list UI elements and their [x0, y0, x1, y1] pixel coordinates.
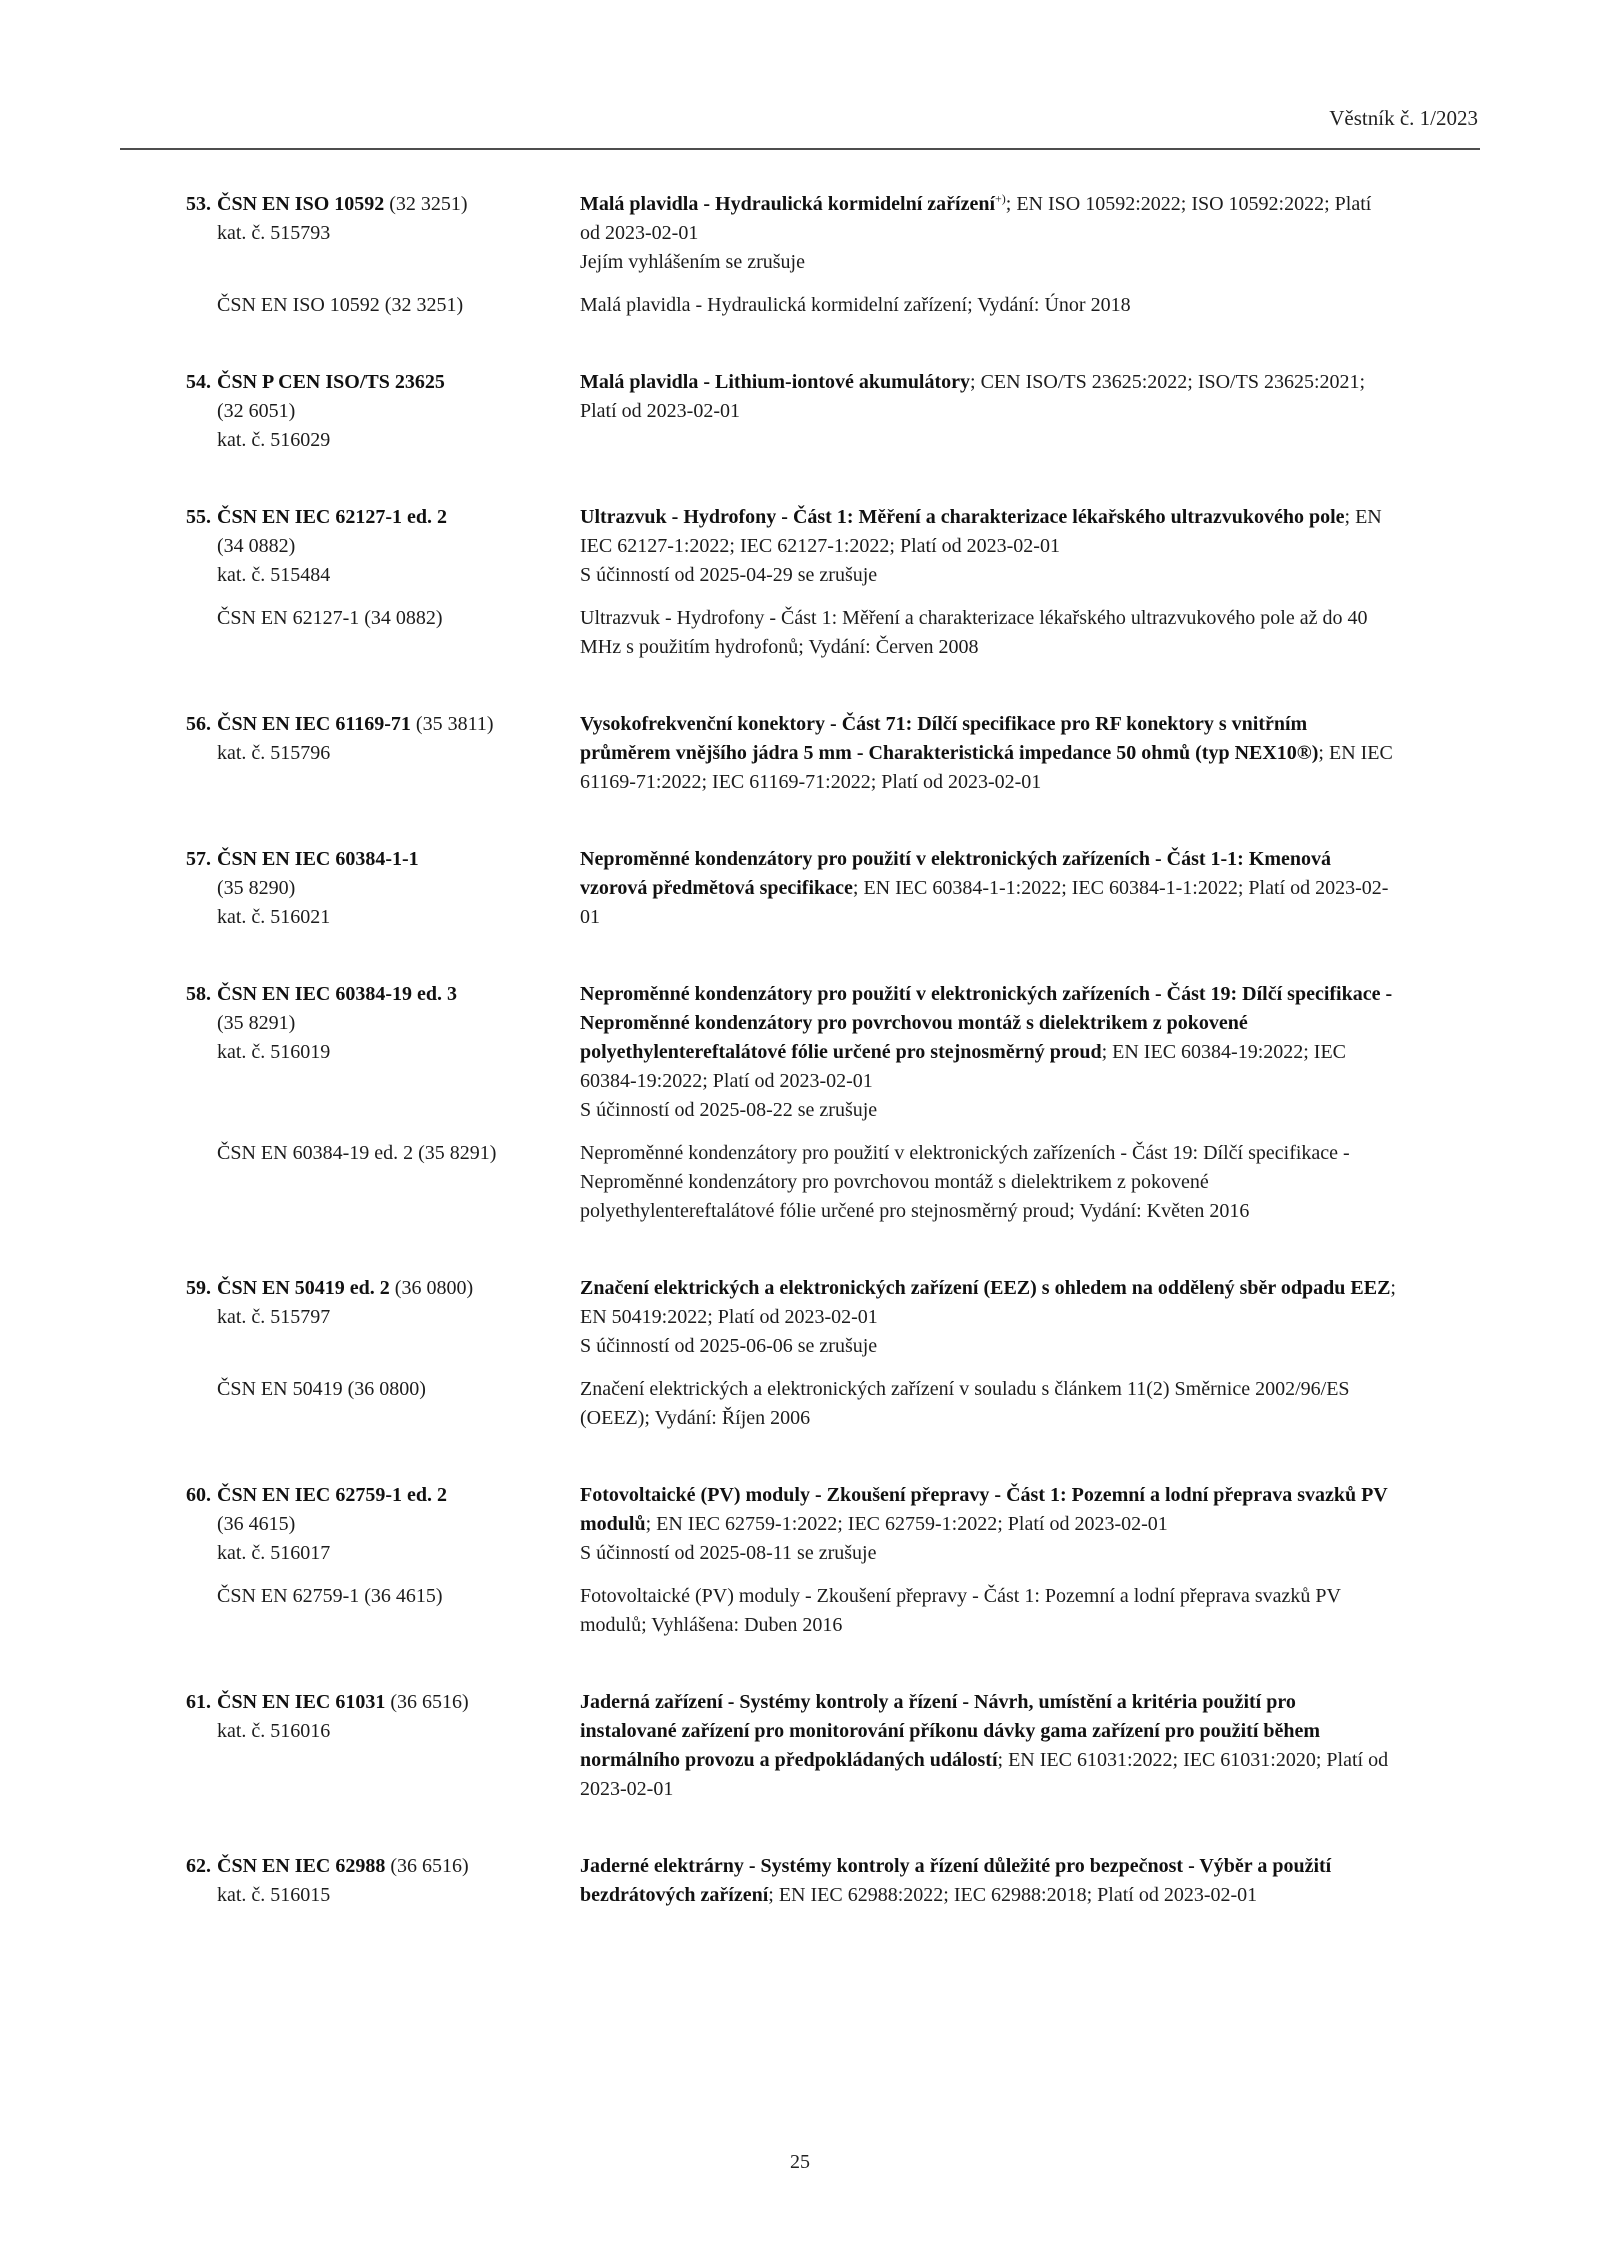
entry-designation-block — [186, 980, 580, 1067]
entry-description — [580, 1852, 1396, 1910]
entry-main-row — [186, 190, 1486, 277]
entry-title: Ultrazvuk - Hydrofony - Část 1: Měření a charakterizace lékařského ultrazvukového pole — [580, 506, 1345, 528]
replaced-description: Fotovoltaické (PV) moduly - Zkoušení přepravy - Část 1: Pozemní a lodní přeprava svazků PV modulů; Vyhlášena: Duben 2016 — [580, 1585, 1341, 1636]
entry-description-block — [580, 845, 1396, 932]
entry-designation-line — [186, 980, 564, 1009]
bulletin-title: Věstník č. 1/2023 — [1329, 106, 1478, 130]
entry-references: ; EN IEC 62988:2022; IEC 62988:2018; Platí od 2023-02-01 — [768, 1884, 1258, 1906]
entry-title: Neproměnné kondenzátory pro použití v elektronických zařízeních - Část 19: Dílčí specifikace - Neproměnné kondenzátory pro povrchovou montáž s dielektrikem z pokovené polyethylentereftalátové fólie určené pro stejnosměrný proud — [580, 983, 1393, 1063]
entry-references: ; EN ISO 10592:2022; ISO 10592:2022; Platí od 2023-02-01 — [580, 193, 1372, 244]
replaced-description-block — [580, 604, 1396, 662]
entry-class-code: (36 4615) — [217, 1513, 296, 1535]
entry-references: ; EN IEC 61031:2022; IEC 61031:2020; Platí od 2023-02-01 — [580, 1749, 1389, 1800]
entry-description-block — [580, 368, 1396, 426]
replaced-description-block — [580, 291, 1396, 320]
replaced-description: Malá plavidla - Hydraulická kormidelní zařízení; Vydání: Únor 2018 — [580, 294, 1131, 316]
replaced-designation: ČSN EN 62759-1 (36 4615) — [217, 1585, 443, 1607]
entry-title: Malá plavidla - Lithium-iontové akumulátory — [580, 371, 971, 393]
entry-designation: ČSN EN IEC 61031 — [217, 1691, 386, 1713]
entry-catalog-number: kat. č. 516017 — [217, 1542, 331, 1564]
entry-designation-line — [186, 1481, 564, 1510]
entry-description — [580, 710, 1396, 797]
entry-designation-line — [186, 710, 564, 739]
replaced-designation: ČSN EN 60384-19 ed. 2 (35 8291) — [217, 1142, 497, 1164]
entry-designation-block — [186, 1481, 580, 1568]
replaced-standard-row — [186, 291, 1486, 320]
entry-designation-block — [186, 1852, 580, 1910]
entry-catalog-number: kat. č. 516021 — [217, 906, 331, 928]
entry-designation-line — [186, 503, 564, 532]
entry-designation-block — [186, 503, 580, 590]
footnote-marker: +) — [995, 191, 1006, 206]
entry-designation-line — [186, 845, 564, 874]
entry-description — [580, 190, 1396, 248]
header-rule — [120, 148, 1480, 150]
entry-catalog-number: kat. č. 516019 — [217, 1041, 331, 1063]
entry-main-row — [186, 1852, 1486, 1910]
entry-class-code: (35 8290) — [217, 877, 296, 899]
entry-designation-line — [186, 368, 564, 397]
entry-description-block — [580, 980, 1396, 1125]
entry-main-row — [186, 710, 1486, 797]
entry-designation-line — [186, 1688, 564, 1717]
entry-number: 56. — [186, 713, 211, 735]
entry-title: Fotovoltaické (PV) moduly - Zkoušení přepravy - Část 1: Pozemní a lodní přeprava svazků PV modulů — [580, 1484, 1388, 1535]
replaced-description-block — [580, 1375, 1396, 1433]
replaced-designation-block — [186, 1375, 580, 1404]
page-header — [1329, 104, 1478, 133]
entry-catalog-number: kat. č. 515484 — [217, 564, 331, 586]
entry-references: ; EN IEC 62759-1:2022; IEC 62759-1:2022; Platí od 2023-02-01 — [645, 1513, 1168, 1535]
entry-title: Malá plavidla - Hydraulická kormidelní zařízení — [580, 193, 995, 215]
entry-references: ; EN 50419:2022; Platí od 2023-02-01 — [580, 1277, 1396, 1328]
entry-main-row — [186, 845, 1486, 932]
standard-entry — [186, 710, 1486, 797]
entry-class-code: (36 6516) — [385, 1691, 469, 1713]
entry-description-block — [580, 503, 1396, 590]
standard-entry — [186, 368, 1486, 455]
entry-description — [580, 845, 1396, 932]
replaced-designation-block — [186, 1582, 580, 1611]
replaced-designation-block — [186, 291, 580, 320]
replaced-description-block — [580, 1582, 1396, 1640]
entry-designation: ČSN EN IEC 62759-1 ed. 2 — [217, 1484, 448, 1506]
entry-number: 57. — [186, 848, 211, 870]
entry-main-row — [186, 1274, 1486, 1361]
entry-description — [580, 503, 1396, 561]
entry-class-code: (35 8291) — [217, 1012, 296, 1034]
entry-title: Jaderné elektrárny - Systémy kontroly a řízení důležité pro bezpečnost - Výběr a použití bezdrátových zařízení — [580, 1855, 1332, 1906]
replaced-standard-row — [186, 604, 1486, 662]
entry-description-block — [580, 190, 1396, 277]
entry-references: ; EN IEC 61169-71:2022; IEC 61169-71:2022; Platí od 2023-02-01 — [580, 742, 1393, 793]
entry-designation: ČSN EN IEC 60384-1-1 — [217, 848, 419, 870]
entry-references: ; EN IEC 62127-1:2022; IEC 62127-1:2022; Platí od 2023-02-01 — [580, 506, 1382, 557]
standard-entry — [186, 1688, 1486, 1804]
entry-designation: ČSN EN IEC 61169-71 — [217, 713, 411, 735]
entry-description-block — [580, 1274, 1396, 1361]
entry-class-code: (32 6051) — [217, 400, 296, 422]
entry-designation: ČSN EN 50419 ed. 2 — [217, 1277, 390, 1299]
replaced-standard-row — [186, 1139, 1486, 1226]
entry-number: 54. — [186, 371, 211, 393]
page-number: 25 — [790, 2151, 810, 2173]
replaced-designation: ČSN EN ISO 10592 (32 3251) — [217, 294, 464, 316]
entry-designation-block — [186, 845, 580, 932]
entry-main-row — [186, 368, 1486, 455]
entry-number: 55. — [186, 506, 211, 528]
entry-number: 61. — [186, 1691, 211, 1713]
page-footer — [0, 2148, 1600, 2177]
entry-main-row — [186, 980, 1486, 1125]
entry-catalog-number: kat. č. 516016 — [217, 1720, 331, 1742]
entry-main-row — [186, 1481, 1486, 1568]
entry-catalog-number: kat. č. 515796 — [217, 742, 331, 764]
entry-references: ; EN IEC 60384-19:2022; IEC 60384-19:2022; Platí od 2023-02-01 — [580, 1041, 1347, 1092]
entry-description — [580, 368, 1396, 426]
entry-number: 58. — [186, 983, 211, 1005]
entry-designation-line — [186, 1274, 564, 1303]
entry-class-code: (36 6516) — [385, 1855, 469, 1877]
entry-catalog-number: kat. č. 516015 — [217, 1884, 331, 1906]
replaced-standard-row — [186, 1582, 1486, 1640]
entry-references: ; EN IEC 60384-1-1:2022; IEC 60384-1-1:2022; Platí od 2023-02-01 — [580, 877, 1389, 928]
entry-description — [580, 1688, 1396, 1804]
entry-designation-block — [186, 368, 580, 455]
entry-designation: ČSN EN ISO 10592 — [217, 193, 385, 215]
standard-entry — [186, 1852, 1486, 1910]
entry-catalog-number: kat. č. 516029 — [217, 429, 331, 451]
entry-description — [580, 980, 1396, 1096]
standard-entry — [186, 1481, 1486, 1640]
entry-designation-block — [186, 1688, 580, 1746]
standard-entry — [186, 980, 1486, 1226]
entry-title: Značení elektrických a elektronických zařízení (EEZ) s ohledem na oddělený sběr odpadu EEZ — [580, 1277, 1391, 1299]
standard-entry — [186, 845, 1486, 932]
replaced-designation: ČSN EN 62127-1 (34 0882) — [217, 607, 443, 629]
entry-number: 53. — [186, 193, 211, 215]
replaced-description: Neproměnné kondenzátory pro použití v elektronických zařízeních - Část 19: Dílčí specifikace - Neproměnné kondenzátory pro povrchovou montáž s dielektrikem z pokovené polyethylentereftalátové fólie určené pro stejnosměrný proud; Vydání: Květen 2016 — [580, 1142, 1350, 1222]
replaced-description: Značení elektrických a elektronických zařízení v souladu s článkem 11(2) Směrnice 2002/96/ES (OEEZ); Vydání: Říjen 2006 — [580, 1378, 1350, 1429]
entry-designation-line — [186, 1852, 564, 1881]
replaced-designation: ČSN EN 50419 (36 0800) — [217, 1378, 426, 1400]
standards-list — [186, 190, 1486, 1958]
entry-designation-block — [186, 710, 580, 768]
entry-title: Neproměnné kondenzátory pro použití v elektronických zařízeních - Část 1-1: Kmenová vzorová předmětová specifikace — [580, 848, 1332, 899]
entry-class-code: (32 3251) — [384, 193, 468, 215]
entry-note: S účinností od 2025-08-11 se zrušuje — [580, 1542, 877, 1564]
replaced-description: Ultrazvuk - Hydrofony - Část 1: Měření a charakterizace lékařského ultrazvukového pole až do 40 MHz s použitím hydrofonů; Vydání: Červen 2008 — [580, 607, 1368, 658]
entry-description — [580, 1274, 1396, 1332]
entry-class-code: (36 0800) — [389, 1277, 474, 1299]
entry-class-code: (34 0882) — [217, 535, 296, 557]
entry-description-block — [580, 1688, 1396, 1804]
replaced-designation-block — [186, 604, 580, 633]
entry-number: 59. — [186, 1277, 211, 1299]
entry-description — [580, 1481, 1396, 1539]
entry-catalog-number: kat. č. 515793 — [217, 222, 331, 244]
entry-description-block — [580, 1852, 1396, 1910]
entry-note: S účinností od 2025-08-22 se zrušuje — [580, 1099, 878, 1121]
entry-number: 60. — [186, 1484, 211, 1506]
replaced-description-block — [580, 1139, 1396, 1226]
entry-number: 62. — [186, 1855, 211, 1877]
entry-designation: ČSN EN IEC 60384-19 ed. 3 — [217, 983, 458, 1005]
standard-entry — [186, 1274, 1486, 1433]
entry-description-block — [580, 1481, 1396, 1568]
entry-designation-block — [186, 190, 580, 248]
entry-title: Vysokofrekvenční konektory - Část 71: Dílčí specifikace pro RF konektory s vnitřním průměrem vnějšího jádra 5 mm - Charakteristická impedance 50 ohmů (typ NEX10®) — [580, 713, 1319, 764]
entry-note: Jejím vyhlášením se zrušuje — [580, 251, 805, 273]
entry-main-row — [186, 1688, 1486, 1804]
entry-note: S účinností od 2025-06-06 se zrušuje — [580, 1335, 878, 1357]
entry-main-row — [186, 503, 1486, 590]
replaced-standard-row — [186, 1375, 1486, 1433]
entry-description-block — [580, 710, 1396, 797]
standard-entry — [186, 190, 1486, 320]
entry-class-code: (35 3811) — [410, 713, 494, 735]
entry-title: Jaderná zařízení - Systémy kontroly a řízení - Návrh, umístění a kritéria použití pro instalované zařízení pro monitorování příkonu dávky gama zařízení pro použití během normálního provozu a předpokládaných událostí — [580, 1691, 1321, 1771]
entry-catalog-number: kat. č. 515797 — [217, 1306, 331, 1328]
entry-note: S účinností od 2025-04-29 se zrušuje — [580, 564, 878, 586]
standard-entry — [186, 503, 1486, 662]
entry-designation: ČSN EN IEC 62988 — [217, 1855, 386, 1877]
entry-references: ; CEN ISO/TS 23625:2022; ISO/TS 23625:2021; Platí od 2023-02-01 — [580, 371, 1366, 422]
replaced-designation-block — [186, 1139, 580, 1168]
entry-designation-line — [186, 190, 564, 219]
entry-designation: ČSN EN IEC 62127-1 ed. 2 — [217, 506, 448, 528]
entry-designation-block — [186, 1274, 580, 1332]
entry-designation: ČSN P CEN ISO/TS 23625 — [217, 371, 445, 393]
